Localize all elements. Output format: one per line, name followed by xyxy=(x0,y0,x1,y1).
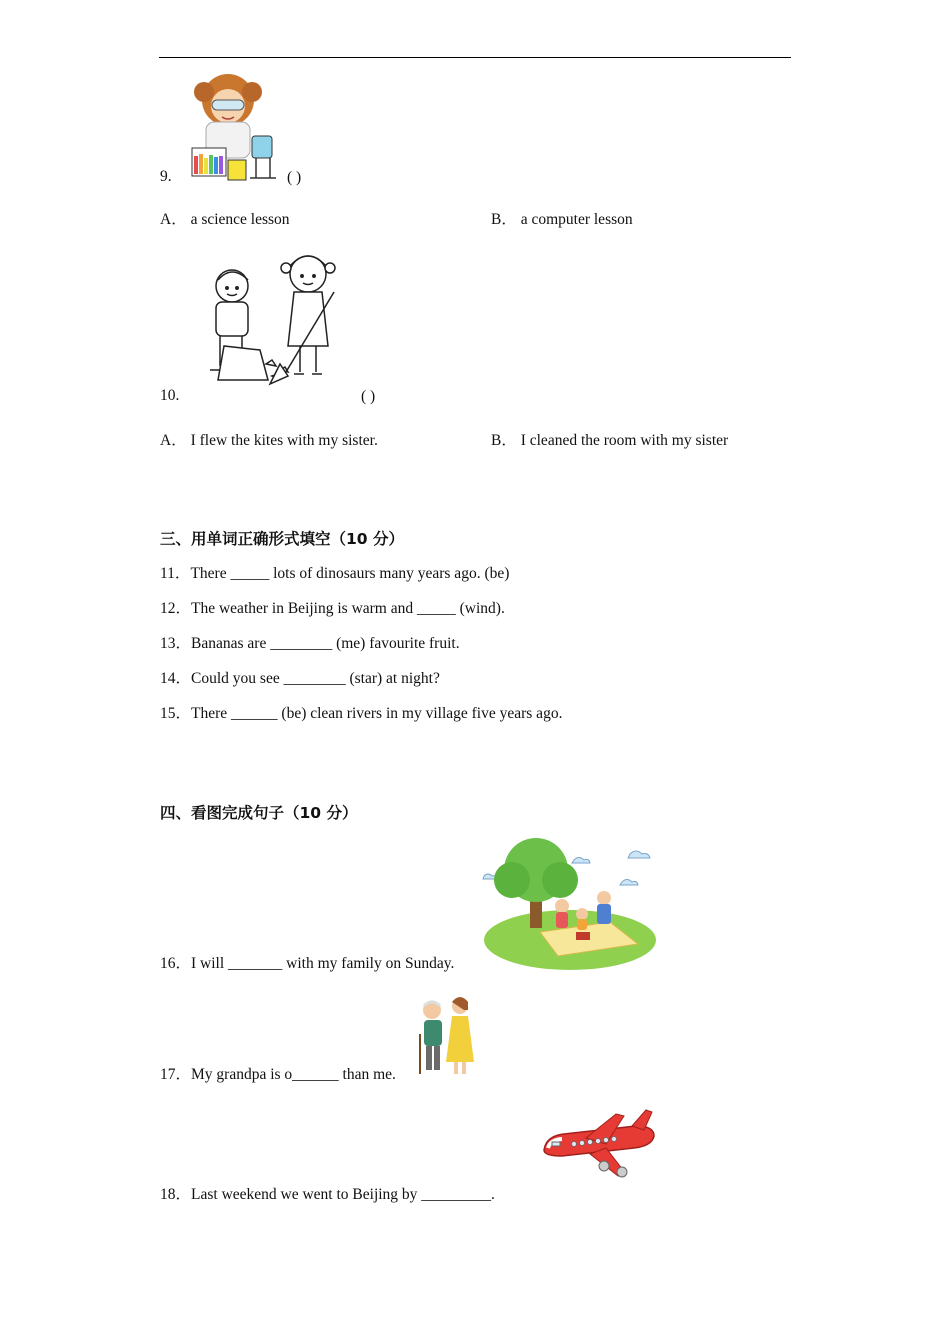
q9-number: 9. xyxy=(160,168,172,185)
q14-text: Could you see ________ (star) at night? xyxy=(191,670,440,687)
q15-number: 15． xyxy=(160,705,192,722)
q15-line xyxy=(160,704,562,724)
q9-answer-blank: ( ) xyxy=(287,169,302,186)
q13-number: 13． xyxy=(160,635,192,652)
q17-text: My grandpa is o______ than me. xyxy=(191,1066,396,1083)
q14-line xyxy=(160,669,440,689)
airplane-illustration xyxy=(538,1108,660,1184)
q10-option-b: B． I cleaned the room with my sister xyxy=(491,432,729,449)
section4-heading: 四、看图完成句子（10 分） xyxy=(160,804,358,822)
section3-heading: 三、用单词正确形式填空（10 分） xyxy=(160,530,404,548)
q16-text: I will _______ with my family on Sunday. xyxy=(191,955,455,972)
family-picnic-illustration xyxy=(482,836,660,970)
science-girl-illustration xyxy=(184,70,282,184)
q18-number: 18． xyxy=(160,1186,192,1203)
q17-number: 17． xyxy=(160,1066,192,1083)
q10-option-a: A． I flew the kites with my sister. xyxy=(160,432,378,449)
children-cleaning-illustration xyxy=(196,246,348,392)
q10-number: 10. xyxy=(160,387,180,404)
header-rule xyxy=(159,57,791,58)
q18-text: Last weekend we went to Beijing by _________. xyxy=(191,1186,495,1203)
q15-text: There ______ (be) clean rivers in my village five years ago. xyxy=(191,705,563,722)
q18-line xyxy=(160,1185,495,1205)
q11-number: 11． xyxy=(160,565,191,582)
q9-option-b: B． a computer lesson xyxy=(491,211,633,228)
q13-line xyxy=(160,634,460,654)
q12-number: 12． xyxy=(160,600,192,617)
q12-line xyxy=(160,599,505,619)
q16-number: 16． xyxy=(160,955,192,972)
q16-line xyxy=(160,954,454,974)
q13-text: Bananas are ________ (me) favourite fruit. xyxy=(191,635,460,652)
q17-line xyxy=(160,1065,396,1085)
grandpa-illustration xyxy=(416,994,478,1080)
q14-number: 14． xyxy=(160,670,192,687)
q11-line xyxy=(160,564,509,584)
q12-text: The weather in Beijing is warm and _____ (wind). xyxy=(191,600,505,617)
q10-answer-blank: ( ) xyxy=(361,388,376,405)
q9-option-a: A． a science lesson xyxy=(160,211,290,228)
q11-text: There _____ lots of dinosaurs many years ago. (be) xyxy=(190,565,510,582)
